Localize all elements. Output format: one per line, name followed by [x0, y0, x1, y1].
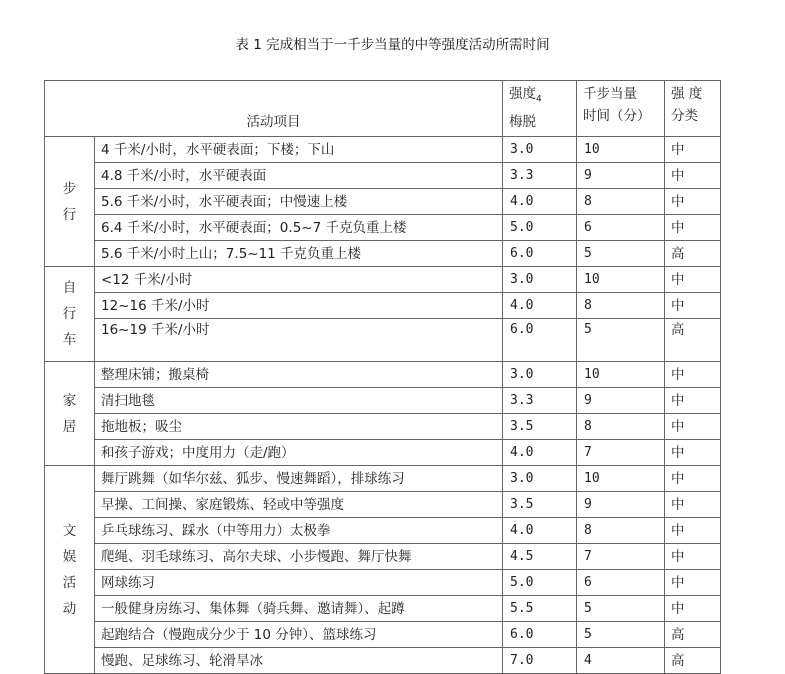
time-cell: 9: [577, 163, 665, 189]
activity-table: [44, 80, 721, 674]
activity-cell: 16~19 千米/小时: [95, 319, 503, 362]
level-cell: 中: [665, 215, 721, 241]
level-cell: 中: [665, 440, 721, 466]
time-cell: 5: [577, 622, 665, 648]
activity-cell: 5.6 千米/小时上山；7.5~11 千克负重上楼: [95, 241, 503, 267]
group-label-char: 自: [62, 280, 77, 296]
table-row: [45, 570, 721, 596]
table-row: [45, 440, 721, 466]
activity-cell: 拖地板；吸尘: [95, 414, 503, 440]
header-row: [45, 81, 721, 137]
activity-cell: 5.6 千米/小时，水平硬表面；中慢速上楼: [95, 189, 503, 215]
time-cell: 10: [577, 466, 665, 492]
group-label-char: 活: [62, 574, 77, 591]
activity-cell: 舞厅跳舞（如华尔兹、狐步、慢速舞蹈），排球练习: [95, 466, 503, 492]
group-label-char: 动: [62, 600, 77, 617]
activity-cell: 一般健身房练习、集体舞（骑兵舞、邀请舞）、起蹲: [95, 596, 503, 622]
time-cell: 8: [577, 414, 665, 440]
group-label-char: 居: [62, 418, 77, 435]
met-cell: 6.0: [503, 319, 577, 362]
table-row: [45, 267, 721, 293]
group-label-char: 家: [62, 392, 77, 409]
group-label: [45, 362, 95, 466]
time-cell: 8: [577, 518, 665, 544]
time-cell: 6: [577, 570, 665, 596]
met-cell: 6.0: [503, 241, 577, 267]
level-cell: 中: [665, 544, 721, 570]
header-class-line2: 分类: [671, 108, 698, 124]
level-cell: 中: [665, 267, 721, 293]
table-row: [45, 544, 721, 570]
time-cell: 10: [577, 362, 665, 388]
activity-cell: 6.4 千米/小时，水平硬表面；0.5~7 千克负重上楼: [95, 215, 503, 241]
activity-cell: 慢跑、足球练习、轮滑旱冰: [95, 648, 503, 674]
table-row: [45, 362, 721, 388]
activity-cell: 12~16 千米/小时: [95, 293, 503, 319]
time-cell: 4: [577, 648, 665, 674]
table-row: [45, 241, 721, 267]
header-activity: 活动项目: [45, 81, 503, 137]
activity-cell: 4.8 千米/小时，水平硬表面: [95, 163, 503, 189]
activity-cell: 整理床铺；搬桌椅: [95, 362, 503, 388]
table-row: [45, 189, 721, 215]
time-cell: 7: [577, 440, 665, 466]
met-cell: 4.5: [503, 544, 577, 570]
table-row: [45, 648, 721, 674]
group-label-char: 娱: [62, 548, 77, 565]
time-cell: 8: [577, 189, 665, 215]
header-class-line1: 强 度: [671, 86, 703, 102]
table-row: [45, 293, 721, 319]
table-row: [45, 596, 721, 622]
activity-cell: 和孩子游戏；中度用力（走/跑）: [95, 440, 503, 466]
level-cell: 高: [665, 319, 721, 362]
header-time-line2: 时间（分）: [583, 108, 651, 124]
table-row: [45, 492, 721, 518]
level-cell: 中: [665, 163, 721, 189]
table-row: [45, 414, 721, 440]
group-label: [45, 466, 95, 674]
met-cell: 3.3: [503, 388, 577, 414]
met-cell: 4.0: [503, 189, 577, 215]
group-label-char: 行: [62, 306, 77, 322]
table-row: [45, 163, 721, 189]
table-row: [45, 137, 721, 163]
table-row: [45, 215, 721, 241]
time-cell: 9: [577, 388, 665, 414]
table-row: [45, 319, 721, 362]
level-cell: 高: [665, 648, 721, 674]
met-cell: 3.5: [503, 414, 577, 440]
met-cell: 3.0: [503, 362, 577, 388]
time-cell: 5: [577, 319, 665, 362]
group-label-char: 行: [62, 206, 77, 223]
met-cell: 5.0: [503, 215, 577, 241]
met-cell: 3.0: [503, 466, 577, 492]
time-cell: 10: [577, 267, 665, 293]
activity-cell: 网球练习: [95, 570, 503, 596]
table-row: [45, 622, 721, 648]
activity-cell: 清扫地毯: [95, 388, 503, 414]
table-row: [45, 388, 721, 414]
time-cell: 5: [577, 596, 665, 622]
level-cell: 中: [665, 414, 721, 440]
level-cell: 中: [665, 362, 721, 388]
met-cell: 3.3: [503, 163, 577, 189]
group-label: [45, 267, 95, 362]
time-cell: 8: [577, 293, 665, 319]
time-cell: 9: [577, 492, 665, 518]
time-cell: 6: [577, 215, 665, 241]
level-cell: 中: [665, 293, 721, 319]
met-cell: 4.0: [503, 293, 577, 319]
group-label: [45, 137, 95, 267]
met-cell: 5.5: [503, 596, 577, 622]
time-cell: 5: [577, 241, 665, 267]
time-cell: 7: [577, 544, 665, 570]
level-cell: 中: [665, 189, 721, 215]
activity-cell: <12 千米/小时: [95, 267, 503, 293]
level-cell: 中: [665, 492, 721, 518]
met-cell: 4.0: [503, 518, 577, 544]
met-cell: 3.0: [503, 267, 577, 293]
level-cell: 中: [665, 466, 721, 492]
level-cell: 高: [665, 241, 721, 267]
time-cell: 10: [577, 137, 665, 163]
met-cell: 5.0: [503, 570, 577, 596]
level-cell: 高: [665, 622, 721, 648]
activity-cell: 爬绳、羽毛球练习、高尔夫球、小步慢跑、舞厅快舞: [95, 544, 503, 570]
group-label-char: 文: [62, 522, 77, 539]
met-cell: 6.0: [503, 622, 577, 648]
table-row: [45, 518, 721, 544]
level-cell: 中: [665, 570, 721, 596]
header-class: [665, 81, 721, 137]
header-intensity: [503, 81, 577, 137]
activity-cell: 起跑结合（慢跑成分少于 10 分钟）、篮球练习: [95, 622, 503, 648]
activity-cell: 早操、工间操、家庭锻炼、轻或中等强度: [95, 492, 503, 518]
level-cell: 中: [665, 388, 721, 414]
level-cell: 中: [665, 596, 721, 622]
activity-cell: 4 千米/小时，水平硬表面；下楼；下山: [95, 137, 503, 163]
group-label-char: 车: [62, 332, 77, 348]
header-intensity-line1: 强度: [509, 86, 536, 102]
activity-cell: 乒乓球练习、踩水（中等用力）太极拳: [95, 518, 503, 544]
header-intensity-line2: 梅脱: [509, 113, 536, 130]
level-cell: 中: [665, 137, 721, 163]
met-cell: 7.0: [503, 648, 577, 674]
met-cell: 4.0: [503, 440, 577, 466]
table-row: [45, 466, 721, 492]
table-title: 表 1 完成相当于一千步当量的中等强度活动所需时间: [235, 37, 550, 53]
header-time-line1: 千步当量: [583, 86, 637, 102]
group-label-char: 步: [62, 180, 77, 197]
header-intensity-sub: 4: [536, 94, 542, 105]
met-cell: 3.0: [503, 137, 577, 163]
met-cell: 3.5: [503, 492, 577, 518]
level-cell: 中: [665, 518, 721, 544]
header-time: [577, 81, 665, 137]
